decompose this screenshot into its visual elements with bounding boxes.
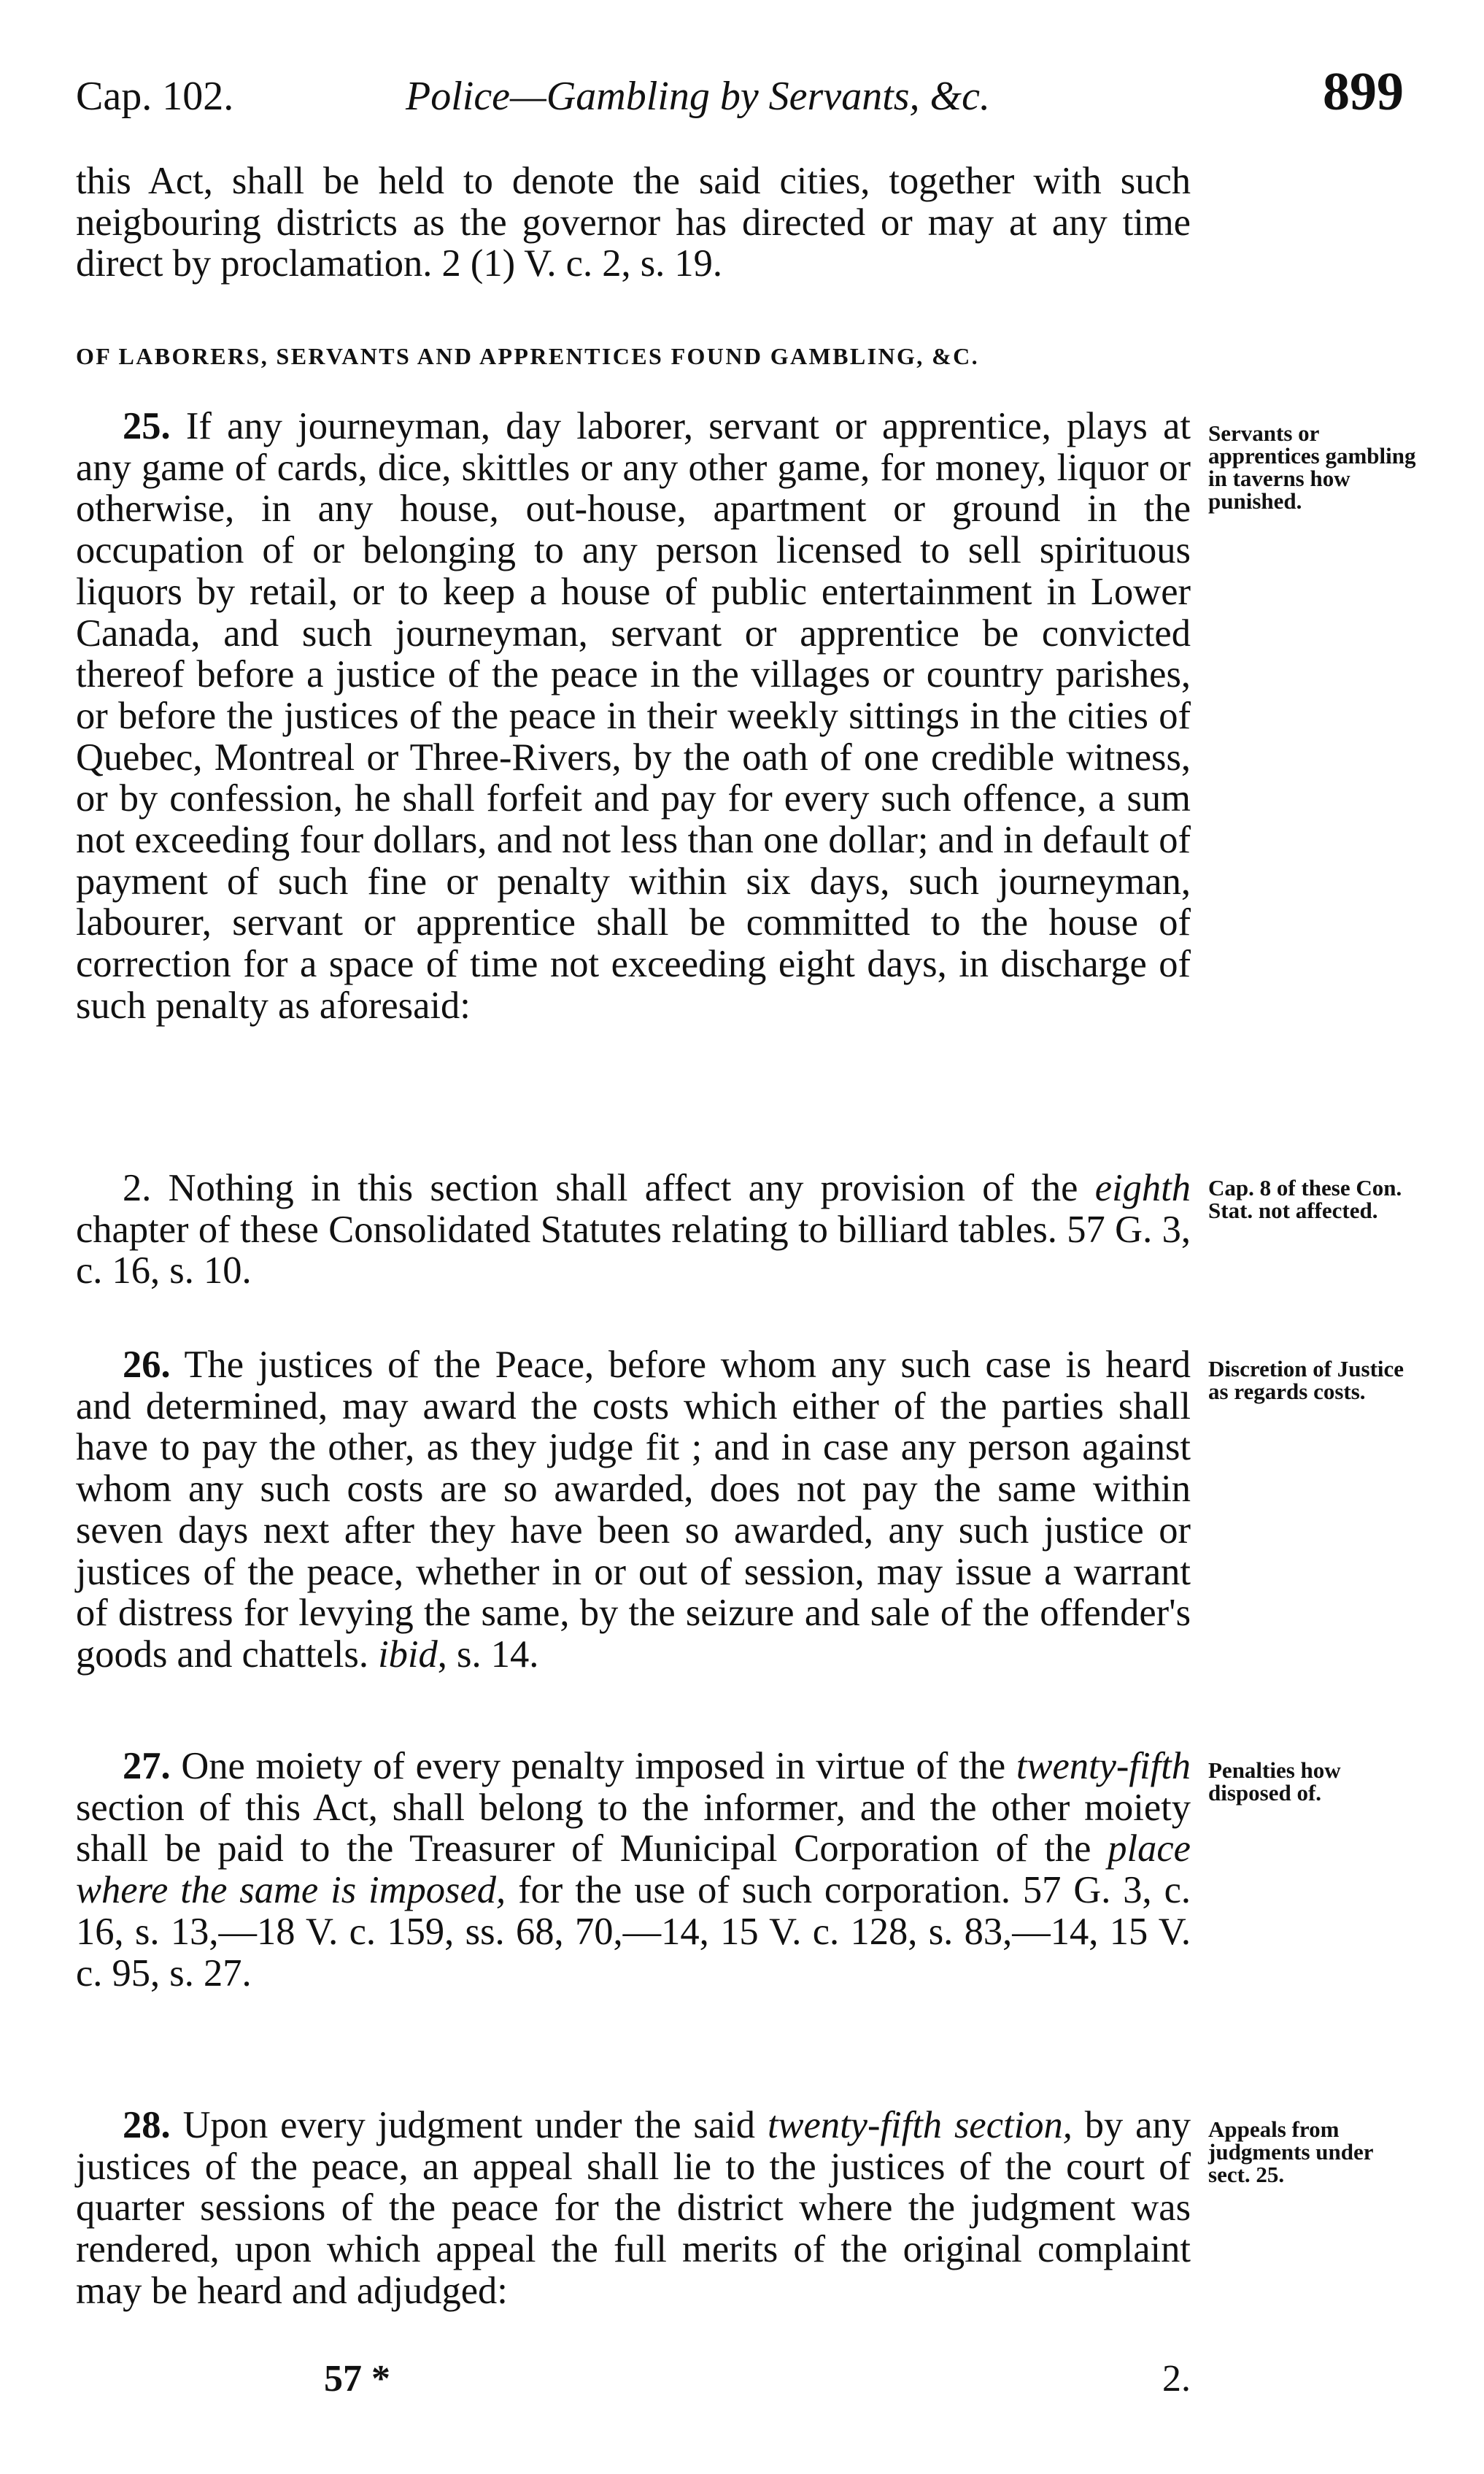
section-26-paragraph [76, 1344, 1191, 1676]
section-text: chapter of these Consolidated Statutes relating to billiard tables. 57 G. 3, c. 16, s. 10. [76, 1208, 1191, 1292]
section-number: 26. [123, 1344, 171, 1386]
italic-reference: place where the same is imposed, [76, 1827, 1191, 1912]
section-text: , s. 14. [437, 1633, 539, 1676]
page-header [76, 61, 1404, 142]
section-number: 28. [123, 2104, 171, 2146]
section-text: Nothing in this section shall affect any provision of the [168, 1167, 1095, 1209]
section-text: by any justices of the peace, an appeal shall lie to the justices of the court of quarter sessions of the peace for the district where the judgment was rendered, upon which appeal the full merits of the original complaint may be heard and adjudged: [76, 2104, 1191, 2312]
section-text: section of this Act, shall belong to the informer, and the other moiety shall be paid to the Treasurer of Municipal Corporation of the [76, 1786, 1191, 1870]
section-text: for the use of such corporation. 57 G. 3, c. 16, s. 13,—18 V. c. 159, ss. 68, 70,—14, 15 V. c. 128, s. 83,—14, 15 V. c. 95, s. 27. [76, 1869, 1191, 1995]
italic-reference: twenty-fifth section, [767, 2104, 1073, 2146]
signature-mark: 57 * [324, 2358, 390, 2400]
section-text: Upon every judgment under the said [182, 2104, 768, 2146]
section-number: 27. [123, 1745, 171, 1787]
section-text: If any journeyman, day laborer, servant or apprentice, plays at any game of cards, dice, skittles or any other game, for money, liquor or otherwise, in any house, out-house, apartment or ground in the occupation of or belonging to any person licensed to sell spirituous liquors by retail, or to keep a house of public entertainment in Lower Canada, and such journeyman, servant or apprentice be convicted thereof before a justice of the peace in the villages or country parishes, or before the justices of the peace in their weekly sittings in the cities of Quebec, Montreal or Three-Rivers, by the oath of one credible witness, or by confession, he shall forfeit and pay for every such offence, a sum not exceeding four dollars, and not less than one dollar; and in default of payment of such fine or penalty within six days, such journeyman, labourer, servant or apprentice shall be committed to the house of correction for a space of time not exceeding eight days, in discharge of such penalty as aforesaid: [76, 405, 1191, 1027]
margin-note-subsection-2: Cap. 8 of these Con. Stat. not affected. [1208, 1175, 1402, 1223]
section-27-paragraph [76, 1746, 1191, 1994]
margin-note-section-28: Appeals from judgments under sect. 25. [1208, 2116, 1373, 2187]
section-28-paragraph [76, 2105, 1191, 2312]
intro-paragraph: this Act, shall be held to denote the said cities, together with such neigbouring districts as the governor has directed or may at any time direct by proclamation. 2 (1) V. c. 2, s. 19. [76, 160, 1191, 285]
page-footer [76, 2357, 1191, 2416]
italic-reference: ibid [378, 1633, 438, 1676]
running-title: Police—Gambling by Servants, &c. [406, 74, 990, 119]
section-number: 25. [123, 405, 171, 447]
section-25-paragraph [76, 406, 1191, 1027]
subsection-2-paragraph [76, 1168, 1191, 1292]
italic-reference: eighth [1094, 1167, 1191, 1209]
chapter-label: Cap. 102. [76, 74, 234, 119]
section-heading: OF LABORERS, SERVANTS AND APPRENTICES FOUND GAMBLING, &C. [76, 343, 980, 369]
footer-number: 2. [1162, 2358, 1191, 2400]
section-text: The justices of the Peace, before whom any such case is heard and determined, may award the costs which either of the parties shall have to pay the other, as they judge fit ; and in case any person against whom any such costs are so awarded, does not pay the same within seven days next after they have been so awarded, any such justice or justices of the peace, whether in or out of session, may issue a warrant of distress for levying the same, by the seizure and sale of the offender's goods and chattels. [76, 1344, 1191, 1676]
page-number: 899 [1323, 62, 1404, 122]
margin-note-section-25: Servants or apprentices gambling in taverns how punished. [1208, 420, 1416, 514]
margin-note-section-26: Discretion of Justice as regards costs. [1208, 1356, 1404, 1404]
italic-reference: twenty-fifth [1016, 1745, 1191, 1787]
section-text: One moiety of every penalty imposed in virtue of the [181, 1745, 1016, 1787]
margin-note-section-27: Penalties how disposed of. [1208, 1757, 1341, 1806]
section-number: 2. [123, 1167, 152, 1209]
